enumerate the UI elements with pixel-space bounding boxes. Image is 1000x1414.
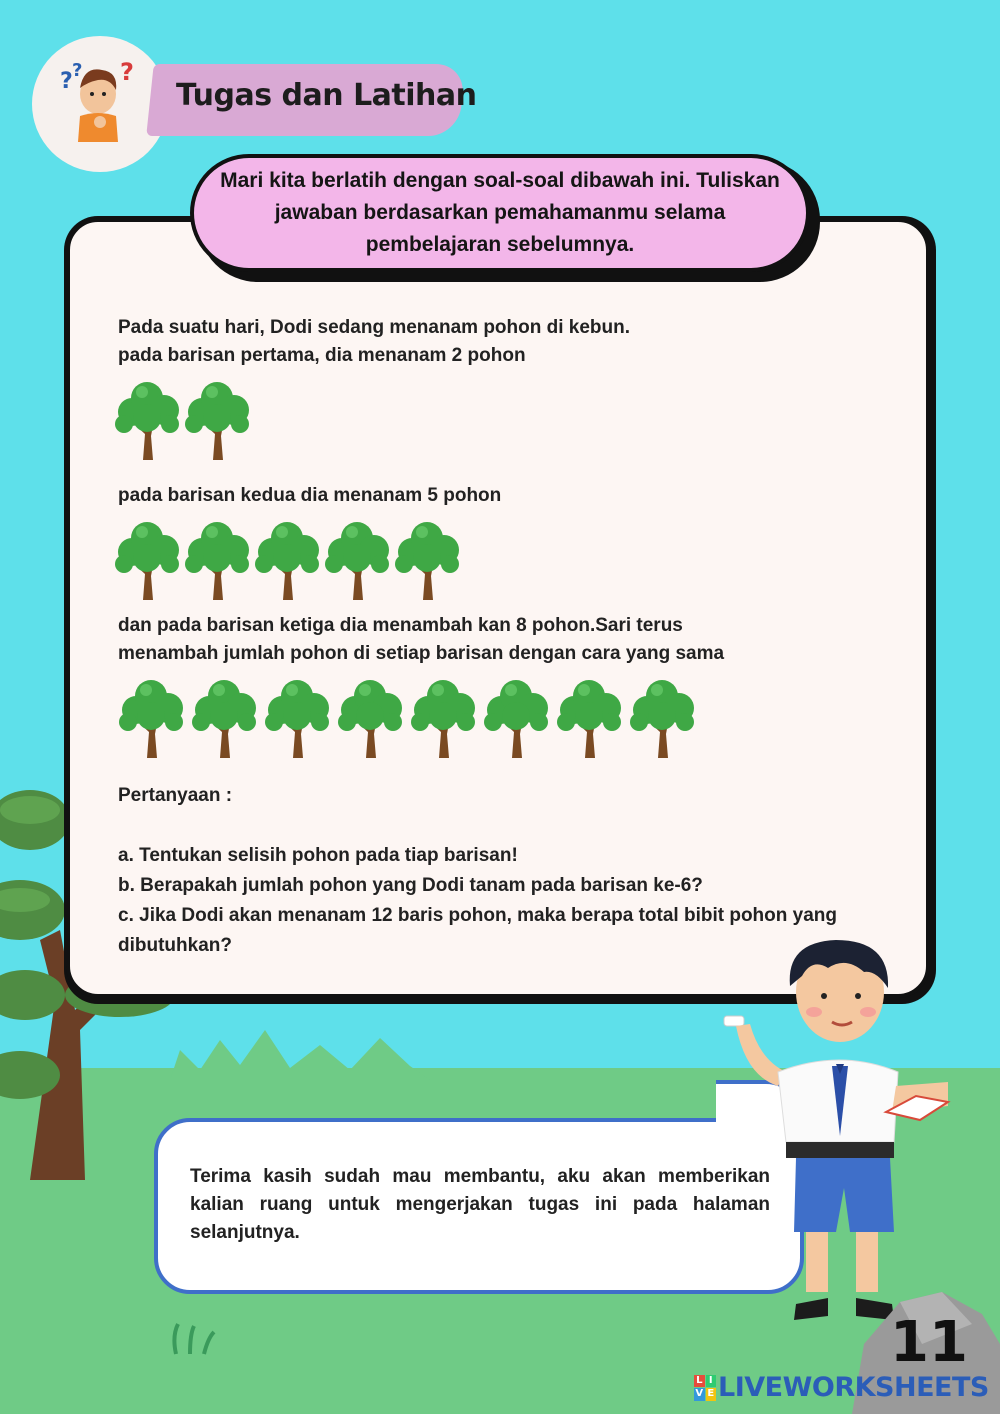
question-c-continued: dibutuhkan? — [118, 935, 232, 956]
tree-icon — [627, 676, 697, 758]
speech-bubble-text: Terima kasih sudah mau membantu, aku akan memberikan kalian ruang untuk mengerjakan tugas ini pada halaman selanjutnya. — [190, 1166, 770, 1243]
tree-icon — [392, 518, 462, 600]
svg-text:?: ? — [60, 69, 73, 94]
tree-icon — [112, 518, 182, 600]
liveworksheets-watermark — [694, 1372, 989, 1403]
tree-icon — [112, 378, 182, 460]
questions-heading: Pertanyaan : — [118, 785, 233, 806]
story-line-5: menambah jumlah pohon di setiap barisan dengan cara yang sama — [118, 643, 725, 664]
page-title: Tugas dan Latihan — [176, 78, 477, 113]
svg-text:?: ? — [72, 60, 83, 81]
tree-row-2 — [112, 518, 462, 600]
thinking-boy-icon — [32, 36, 168, 172]
question-a: a. Tentukan selisih pohon pada tiap barisan! — [118, 845, 518, 866]
svg-text:?: ? — [120, 58, 134, 86]
tree-icon — [554, 676, 624, 758]
grass-icon — [170, 1320, 220, 1356]
tree-icon — [182, 518, 252, 600]
tree-row-1 — [112, 378, 252, 460]
intro-box — [190, 154, 810, 272]
story-line-1: Pada suatu hari, Dodi sedang menanam pohon di kebun. — [118, 317, 631, 338]
tree-icon — [322, 518, 392, 600]
tree-icon — [252, 518, 322, 600]
story-line-2: pada barisan pertama, dia menanam 2 pohon — [118, 345, 526, 366]
story-line-4: dan pada barisan ketiga dia menambah kan 8 pohon.Sari terus — [118, 615, 683, 636]
tree-icon — [408, 676, 478, 758]
liveworksheets-logo-icon: L I V E — [695, 1374, 715, 1399]
tree-icon — [189, 676, 259, 758]
tree-icon — [335, 676, 405, 758]
question-b: b. Berapakah jumlah pohon yang Dodi tanam pada barisan ke-6? — [118, 875, 703, 896]
avatar-circle — [32, 36, 168, 172]
tree-icon — [262, 676, 332, 758]
story-line-3: pada barisan kedua dia menanam 5 pohon — [118, 485, 502, 506]
tree-icon — [182, 378, 252, 460]
tree-row-3 — [116, 676, 700, 758]
intro-text: Mari kita berlatih dengan soal-soal dibawah ini. Tuliskan jawaban berdasarkan pemahamanmu selama pembelajaran sebelumnya. — [220, 169, 780, 256]
watermark-text: LIVEWORKSHEETS — [718, 1372, 989, 1403]
question-c: c. Jika Dodi akan menanam 12 baris pohon, maka berapa total bibit pohon yang — [118, 905, 838, 926]
page-number: 11 — [890, 1310, 968, 1375]
tree-icon — [116, 676, 186, 758]
tree-icon — [481, 676, 551, 758]
